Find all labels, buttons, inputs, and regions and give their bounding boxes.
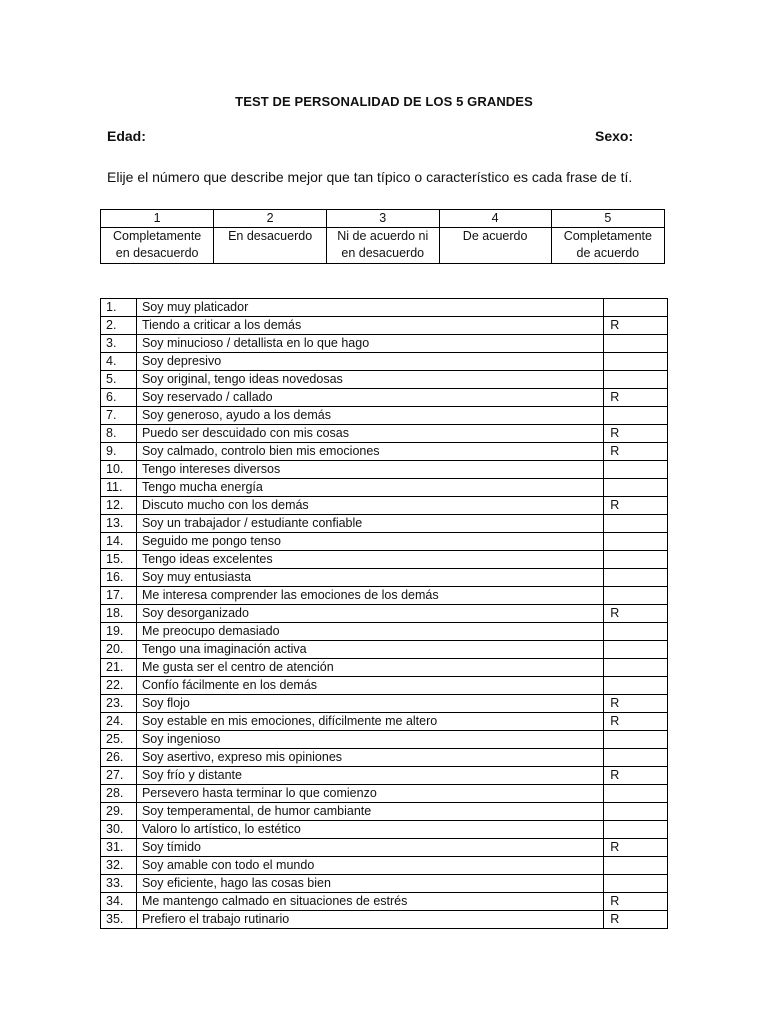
item-text: Soy un trabajador / estudiante confiable [136, 515, 603, 533]
item-number: 33. [101, 875, 137, 893]
item-number: 23. [101, 695, 137, 713]
reverse-score-mark: R [604, 497, 668, 515]
item-number: 6. [101, 389, 137, 407]
item-text: Discuto mucho con los demás [136, 497, 603, 515]
item-text: Soy flojo [136, 695, 603, 713]
item-text: Soy reservado / callado [136, 389, 603, 407]
item-number: 1. [101, 299, 137, 317]
item-text: Soy ingenioso [136, 731, 603, 749]
table-row [101, 335, 668, 353]
item-number: 35. [101, 911, 137, 929]
table-row [101, 731, 668, 749]
reverse-score-mark: R [604, 767, 668, 785]
scale-label-cell [214, 228, 327, 264]
item-number: 30. [101, 821, 137, 839]
items-table [100, 298, 668, 929]
item-number: 20. [101, 641, 137, 659]
scale-label-cell [439, 228, 551, 264]
item-number: 5. [101, 371, 137, 389]
table-row [101, 659, 668, 677]
table-row [101, 515, 668, 533]
scale-label: Ni de acuerdo ni [337, 229, 429, 243]
instructions-text: Elije el número que describe mejor que tan típico o característico es cada frase de tí. [107, 169, 633, 185]
item-text: Persevero hasta terminar lo que comienzo [136, 785, 603, 803]
reverse-score-mark [604, 353, 668, 371]
item-number: 32. [101, 857, 137, 875]
table-row [101, 875, 668, 893]
table-row [101, 479, 668, 497]
reverse-score-mark: R [604, 425, 668, 443]
age-label: Edad: [107, 128, 146, 144]
scale-label: Completamente [113, 229, 202, 243]
scale-label: En desacuerdo [228, 229, 313, 243]
item-text: Me interesa comprender las emociones de los demás [136, 587, 603, 605]
item-text: Tengo intereses diversos [136, 461, 603, 479]
reverse-score-mark [604, 587, 668, 605]
item-text: Soy depresivo [136, 353, 603, 371]
reverse-score-mark: R [604, 605, 668, 623]
item-number: 17. [101, 587, 137, 605]
item-text: Soy calmado, controlo bien mis emociones [136, 443, 603, 461]
table-row [101, 767, 668, 785]
item-number: 3. [101, 335, 137, 353]
item-text: Seguido me pongo tenso [136, 533, 603, 551]
table-row [101, 911, 668, 929]
item-number: 25. [101, 731, 137, 749]
table-row [101, 371, 668, 389]
table-row [101, 425, 668, 443]
reverse-score-mark [604, 551, 668, 569]
table-row [101, 605, 668, 623]
reverse-score-mark: R [604, 713, 668, 731]
scale-label-cell [326, 228, 439, 264]
scale-label: en desacuerdo [115, 246, 199, 260]
item-number: 27. [101, 767, 137, 785]
item-text: Soy desorganizado [136, 605, 603, 623]
item-text: Tengo ideas excelentes [136, 551, 603, 569]
table-row [101, 317, 668, 335]
item-text: Soy temperamental, de humor cambiante [136, 803, 603, 821]
table-row [101, 497, 668, 515]
reverse-score-mark [604, 803, 668, 821]
reverse-score-mark [604, 821, 668, 839]
item-number: 16. [101, 569, 137, 587]
item-number: 9. [101, 443, 137, 461]
scale-label-cell [551, 228, 664, 264]
scale-label: en desacuerdo [341, 246, 425, 260]
item-number: 10. [101, 461, 137, 479]
reverse-score-mark: R [604, 893, 668, 911]
table-row [101, 353, 668, 371]
table-row [101, 749, 668, 767]
table-row [101, 443, 668, 461]
reverse-score-mark [604, 641, 668, 659]
table-row [101, 407, 668, 425]
reverse-score-mark [604, 659, 668, 677]
reverse-score-mark [604, 749, 668, 767]
scale-label: de acuerdo [576, 246, 640, 260]
item-number: 11. [101, 479, 137, 497]
table-row [101, 785, 668, 803]
item-number: 18. [101, 605, 137, 623]
scale-number: 4 [439, 210, 551, 228]
item-text: Puedo ser descuidado con mis cosas [136, 425, 603, 443]
item-text: Tengo una imaginación activa [136, 641, 603, 659]
reverse-score-mark [604, 479, 668, 497]
item-number: 24. [101, 713, 137, 731]
item-text: Soy minucioso / detallista en lo que hago [136, 335, 603, 353]
table-row [101, 893, 668, 911]
item-number: 29. [101, 803, 137, 821]
reverse-score-mark: R [604, 317, 668, 335]
item-text: Soy tímido [136, 839, 603, 857]
reverse-score-mark [604, 533, 668, 551]
table-row [101, 551, 668, 569]
reverse-score-mark: R [604, 443, 668, 461]
item-text: Soy eficiente, hago las cosas bien [136, 875, 603, 893]
item-text: Soy generoso, ayudo a los demás [136, 407, 603, 425]
reverse-score-mark [604, 371, 668, 389]
table-row [101, 623, 668, 641]
item-number: 26. [101, 749, 137, 767]
scale-number: 3 [326, 210, 439, 228]
item-number: 28. [101, 785, 137, 803]
item-text: Confío fácilmente en los demás [136, 677, 603, 695]
item-text: Soy frío y distante [136, 767, 603, 785]
table-row [101, 677, 668, 695]
reverse-score-mark [604, 569, 668, 587]
item-text: Me gusta ser el centro de atención [136, 659, 603, 677]
item-text: Soy muy entusiasta [136, 569, 603, 587]
scale-label-cell [101, 228, 214, 264]
scale-label: Completamente [563, 229, 652, 243]
item-number: 7. [101, 407, 137, 425]
item-number: 19. [101, 623, 137, 641]
item-text: Tengo mucha energía [136, 479, 603, 497]
table-row [101, 713, 668, 731]
reverse-score-mark [604, 407, 668, 425]
table-row [101, 389, 668, 407]
reverse-score-mark: R [604, 839, 668, 857]
table-row [101, 587, 668, 605]
rating-scale-table [100, 209, 665, 264]
reverse-score-mark [604, 299, 668, 317]
table-row [101, 533, 668, 551]
item-text: Me mantengo calmado en situaciones de estrés [136, 893, 603, 911]
reverse-score-mark [604, 623, 668, 641]
item-number: 4. [101, 353, 137, 371]
item-text: Tiendo a criticar a los demás [136, 317, 603, 335]
table-row [101, 299, 668, 317]
table-row [101, 641, 668, 659]
table-row [101, 569, 668, 587]
sex-label: Sexo: [595, 128, 634, 144]
table-row [101, 839, 668, 857]
item-number: 34. [101, 893, 137, 911]
item-number: 2. [101, 317, 137, 335]
reverse-score-mark [604, 335, 668, 353]
reverse-score-mark: R [604, 695, 668, 713]
table-row [101, 803, 668, 821]
reverse-score-mark [604, 461, 668, 479]
item-number: 15. [101, 551, 137, 569]
item-text: Soy estable en mis emociones, difícilmente me altero [136, 713, 603, 731]
scale-number-row [101, 210, 665, 228]
item-number: 8. [101, 425, 137, 443]
item-number: 31. [101, 839, 137, 857]
scale-number: 2 [214, 210, 327, 228]
item-number: 13. [101, 515, 137, 533]
item-text: Me preocupo demasiado [136, 623, 603, 641]
item-number: 12. [101, 497, 137, 515]
table-row [101, 695, 668, 713]
reverse-score-mark [604, 515, 668, 533]
reverse-score-mark: R [604, 911, 668, 929]
item-text: Soy muy platicador [136, 299, 603, 317]
table-row [101, 821, 668, 839]
scale-label-row [101, 228, 665, 264]
item-number: 21. [101, 659, 137, 677]
item-text: Soy amable con todo el mundo [136, 857, 603, 875]
item-number: 22. [101, 677, 137, 695]
table-row [101, 461, 668, 479]
item-text: Valoro lo artístico, lo estético [136, 821, 603, 839]
reverse-score-mark [604, 857, 668, 875]
item-number: 14. [101, 533, 137, 551]
reverse-score-mark [604, 875, 668, 893]
items-table-body [101, 299, 668, 929]
table-row [101, 857, 668, 875]
reverse-score-mark: R [604, 389, 668, 407]
document-title: TEST DE PERSONALIDAD DE LOS 5 GRANDES [235, 94, 533, 109]
reverse-score-mark [604, 677, 668, 695]
reverse-score-mark [604, 785, 668, 803]
item-text: Soy asertivo, expreso mis opiniones [136, 749, 603, 767]
scale-label: De acuerdo [462, 229, 528, 243]
item-text: Soy original, tengo ideas novedosas [136, 371, 603, 389]
scale-number: 5 [551, 210, 664, 228]
reverse-score-mark [604, 731, 668, 749]
item-text: Prefiero el trabajo rutinario [136, 911, 603, 929]
scale-number: 1 [101, 210, 214, 228]
